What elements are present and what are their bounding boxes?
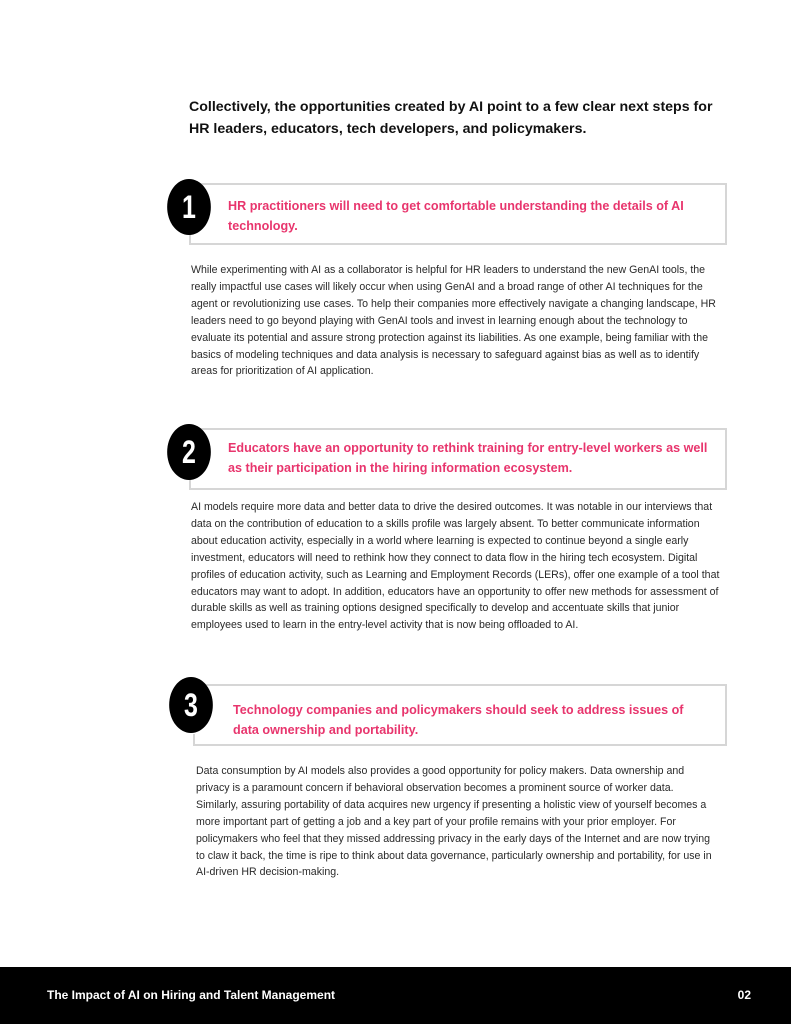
section-3-body: Data consumption by AI models also provides a good opportunity for policy makers. Data ownership and privacy is a paramount concern if behavioral observation becomes a prominent source of worker data. Similarly, assuring portability of data acquires new urgency if presenting a holistic view of yourself becomes a more important part of getting a job and a key part of your profile remains with your prior employer. For policymakers who feel that they missed addressing privacy in the early days of the Internet and are now trying to claw it back, the time is ripe to think about data governance, particularly ownership and portability, for use in AI-driven HR decision-making. (196, 765, 712, 879)
intro-statement: Collectively, the opportunities created by AI point to a few clear next steps for HR leaders, educators, tech developers, and policymakers. (189, 99, 713, 137)
section-3-box-edge (193, 734, 195, 746)
section-3-number-badge: 3 (169, 677, 213, 733)
footer-document-title: The Impact of AI on Hiring and Talent Management (47, 988, 336, 1002)
section-2-body: AI models require more data and better data to drive the desired outcomes. It was notable in our interviews that data on the contribution of education to a skills profile was largely absent. To better communicate information about education activity, especially in a world where learning is expected to continue beyond a single early investment, educators will need to rethink how they connect to data flow in the hiring tech ecosystem. Digital profiles of education activity, such as Learning and Employment Records (LERs), offer one example of a tool that educators may want to adopt. In addition, educators have an opportunity to offer new methods for assessment of durable skills as well as training options designed specifically to develop and accentuate skills that junior employees used to learn in the entry-level activity that is now being offloaded to AI. (191, 501, 720, 632)
section-2-heading: Educators have an opportunity to rethink training for entry-level workers as well as their participation in the hiring information ecosystem. (228, 441, 708, 475)
section-1-number-badge: 1 (167, 179, 211, 235)
section-3-heading: Technology companies and policymakers should seek to address issues of data ownership and portability. (233, 703, 684, 737)
footer-page-number: 02 (737, 988, 751, 1002)
section-1-body: While experimenting with AI as a collaborator is helpful for HR leaders to understand the new GenAI tools, the really impactful use cases will likely occur when using GenAI and a broad range of other AI techniques for the agent or revolutionizing use cases. To help their companies more effectively navigate a changing landscape, HR leaders need to go beyond playing with GenAI tools and invest in learning enough about the technology to evaluate its potential and assure strong protection against its liabilities. As one example, being familiar with the basics of modeling techniques and data analysis is necessary to safeguard against bias as well as to identify areas for prioritization of AI application. (191, 264, 716, 378)
footer-bar (0, 967, 791, 1024)
section-1-heading: HR practitioners will need to get comfortable understanding the details of AI technology. (228, 199, 684, 233)
section-2-number-badge: 2 (167, 424, 211, 480)
